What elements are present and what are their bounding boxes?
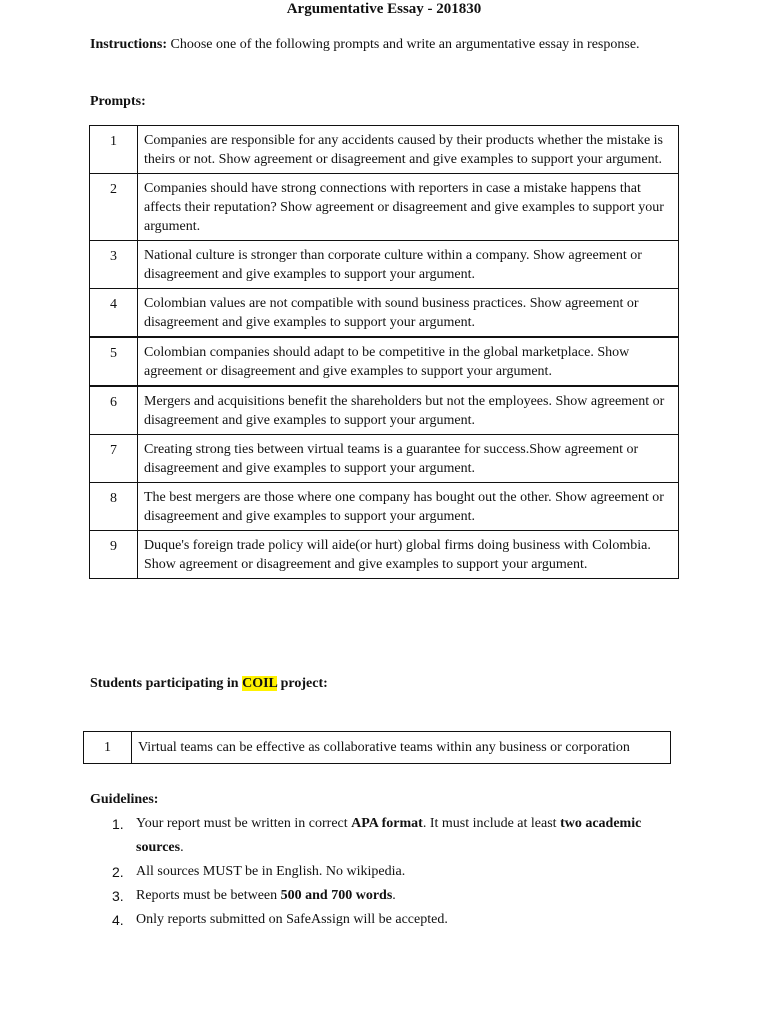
prompt-number: 1 bbox=[90, 126, 138, 174]
prompts-table bbox=[89, 125, 679, 579]
guideline-item bbox=[90, 908, 690, 932]
guideline-text: All sources MUST be in English. No wikipedia. bbox=[136, 864, 406, 879]
guideline-number: 3. bbox=[112, 888, 124, 904]
prompt-text: Colombian companies should adapt to be competitive in the global marketplace. Show agreement or disagreement and give examples to support your argument. bbox=[138, 337, 679, 386]
guideline-emphasis: 500 and 700 words bbox=[280, 888, 393, 903]
prompt-row bbox=[90, 435, 679, 483]
prompt-text: Creating strong ties between virtual teams is a guarantee for success.Show agreement or disagreement and give examples to support your argument. bbox=[138, 435, 679, 483]
coil-text: Virtual teams can be effective as collaborative teams within any business or corporation bbox=[132, 732, 671, 764]
coil-highlight: COIL bbox=[242, 676, 278, 691]
guideline-item bbox=[90, 860, 690, 884]
prompt-text: The best mergers are those where one company has bought out the other. Show agreement or disagreement and give examples to support your argument. bbox=[138, 483, 679, 531]
prompt-row bbox=[90, 174, 679, 241]
guidelines-list bbox=[90, 812, 690, 932]
coil-heading-before: Students participating in bbox=[90, 676, 243, 691]
prompt-number: 8 bbox=[90, 483, 138, 531]
coil-heading bbox=[90, 674, 328, 693]
prompt-number: 9 bbox=[90, 531, 138, 579]
instructions-text: Choose one of the following prompts and write an argumentative essay in response. bbox=[167, 37, 640, 52]
prompts-heading: Prompts: bbox=[90, 94, 146, 109]
prompt-row bbox=[90, 483, 679, 531]
guidelines-heading: Guidelines: bbox=[90, 792, 159, 807]
prompt-text: Duque's foreign trade policy will aide(or hurt) global firms doing business with Colombia. Show agreement or disagreement and give examples to support your argument. bbox=[138, 531, 679, 579]
guideline-number: 2. bbox=[112, 864, 124, 880]
guideline-text: . bbox=[180, 840, 184, 855]
document-title: Argumentative Essay - 201830 bbox=[286, 1, 482, 17]
guideline-text: Only reports submitted on SafeAssign will be accepted. bbox=[136, 912, 448, 927]
prompt-text: Colombian values are not compatible with sound business practices. Show agreement or disagreement and give examples to support your argument. bbox=[138, 289, 679, 338]
prompt-text: Mergers and acquisitions benefit the shareholders but not the employees. Show agreement or disagreement and give examples to support your argument. bbox=[138, 386, 679, 435]
prompt-number: 6 bbox=[90, 386, 138, 435]
prompt-row bbox=[90, 531, 679, 579]
coil-number: 1 bbox=[84, 732, 132, 764]
prompt-text: National culture is stronger than corporate culture within a company. Show agreement or disagreement and give examples to support your argument. bbox=[138, 241, 679, 289]
prompt-number: 5 bbox=[90, 337, 138, 386]
guideline-text: . It must include at least bbox=[422, 816, 561, 831]
guideline-number: 4. bbox=[112, 912, 124, 928]
guideline-item bbox=[90, 812, 690, 860]
guideline-text: Your report must be written in correct bbox=[136, 816, 352, 831]
coil-heading-after: project: bbox=[277, 676, 328, 691]
prompt-number: 4 bbox=[90, 289, 138, 338]
prompt-text: Companies are responsible for any accidents caused by their products whether the mistake is theirs or not. Show agreement or disagreement and give examples to support your argument. bbox=[138, 126, 679, 174]
prompt-number: 2 bbox=[90, 174, 138, 241]
coil-table bbox=[83, 731, 671, 764]
guideline-text: . bbox=[392, 888, 396, 903]
prompt-row bbox=[90, 289, 679, 338]
prompt-number: 7 bbox=[90, 435, 138, 483]
prompt-row bbox=[90, 337, 679, 386]
prompt-row bbox=[90, 241, 679, 289]
instructions bbox=[90, 35, 650, 54]
prompt-row bbox=[90, 386, 679, 435]
prompt-number: 3 bbox=[90, 241, 138, 289]
guideline-emphasis: two academic sources bbox=[136, 816, 642, 855]
prompt-text: Companies should have strong connections with reporters in case a mistake happens that affects their reputation? Show agreement or disagreement and give examples to support your argument. bbox=[138, 174, 679, 241]
prompt-row bbox=[90, 126, 679, 174]
guideline-number: 1. bbox=[112, 816, 124, 832]
guideline-item bbox=[90, 884, 690, 908]
guideline-emphasis: APA format bbox=[351, 816, 423, 831]
instructions-label: Instructions: bbox=[90, 37, 168, 52]
coil-row bbox=[84, 732, 671, 764]
guideline-text: Reports must be between bbox=[136, 888, 281, 903]
